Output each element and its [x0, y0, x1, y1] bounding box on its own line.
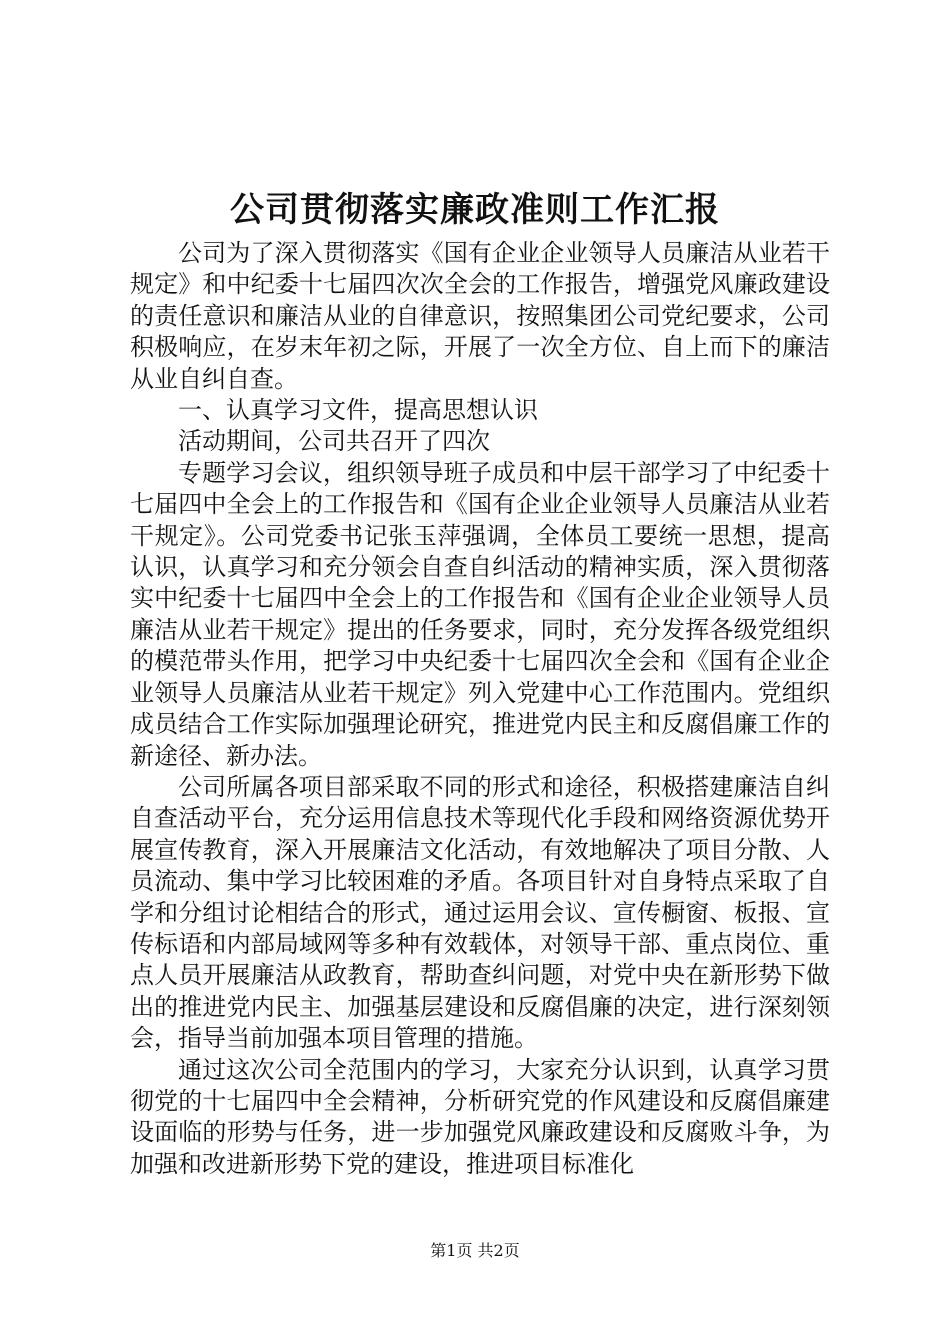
- paragraph-intro: 公司为了深入贯彻落实《国有企业企业领导人员廉洁从业若干规定》和中纪委十七届四次次全会的工作报告，增强党风廉政建设的责任意识和廉洁从业的自律意识，按照集团公司党纪要求，公司积极响应，在岁末年初之际，开展了一次全方位、自上而下的廉洁从业自纠自查。: [130, 239, 830, 393]
- page-footer: 第1页 共2页: [430, 1241, 520, 1260]
- paragraph-activity: 活动期间，公司共召开了四次: [178, 427, 490, 456]
- paragraph-study-meeting: 专题学习会议，组织领导班子成员和中层干部学习了中纪委十七届四中全会上的工作报告和《国有企业企业领导人员廉洁从业若干规定》。公司党委书记张玉萍强调，全体员工要统一思想，提高认识，认真学习和充分领会自查自纠活动的精神实质，深入贯彻落实中纪委十七届四中全会上的工作报告和《国有企业企业领导人员廉洁从业若干规定》提出的任务要求，同时，充分发挥各级党组织的模范带头作用，把学习中央纪委十七届四次全会和《国有企业企业领导人员廉洁从业若干规定》列入党建中心工作范围内。党组织成员结合工作实际加强理论研究，推进党内民主和反腐倡廉工作的新途径、新办法。: [130, 458, 830, 770]
- section-heading-1: 一、认真学习文件，提高思想认识: [178, 396, 538, 425]
- document-body: [130, 238, 830, 1180]
- paragraph-project-departments: 公司所属各项目部采取不同的形式和途径，积极搭建廉洁自纠自查活动平台，充分运用信息技术等现代化手段和网络资源优势开展宣传教育，深入开展廉洁文化活动，有效地解决了项目分散、人员流动、集中学习比较困难的矛盾。各项目针对自身特点采取了自学和分组讨论相结合的形式，通过运用会议、宣传橱窗、板报、宣传标语和内部局域网等多种有效载体，对领导干部、重点岗位、重点人员开展廉洁从政教育，帮助查纠问题，对党中央在新形势下做出的推进党内民主、加强基层建设和反腐倡廉的决定，进行深刻领会，指导当前加强本项目管理的措施。: [130, 772, 830, 1053]
- paragraph-conclusion: 通过这次公司全范围内的学习，大家充分认识到，认真学习贯彻党的十七届四中全会精神，分析研究党的作风建设和反腐倡廉建设面临的形势与任务，进一步加强党风廉政建设和反腐败斗争，为加强和改进新形势下党的建设，推进项目标准化: [130, 1055, 830, 1178]
- document-title: 公司贯彻落实廉政准则工作汇报: [230, 190, 720, 230]
